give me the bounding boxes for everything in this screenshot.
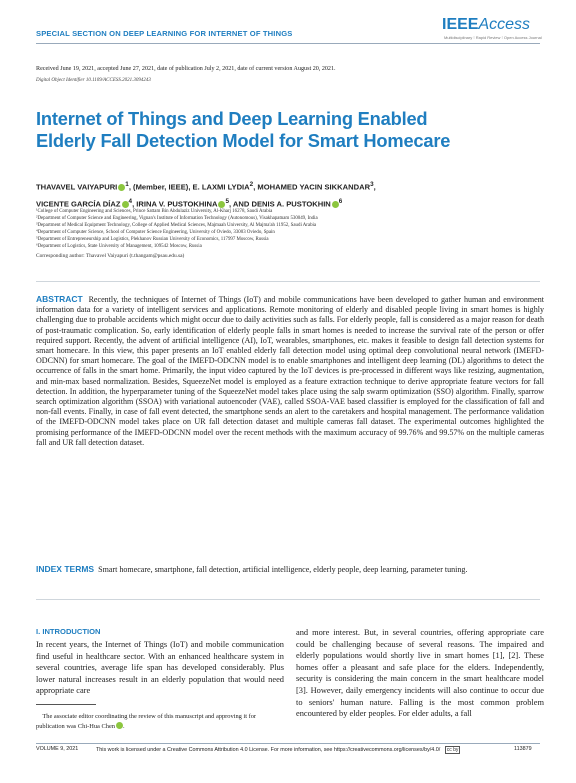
orcid-icon[interactable] xyxy=(116,722,123,729)
logo-main: IEEE xyxy=(442,16,479,33)
author-name: , IRINA V. PUSTOKHINA xyxy=(132,199,218,209)
author-name: , MOHAMED YACIN SIKKANDAR xyxy=(253,182,371,192)
author-name: VICENTE GARCÍA DÍAZ xyxy=(36,199,121,209)
index-terms xyxy=(36,564,544,575)
author-sup: 3 xyxy=(370,181,374,188)
abstract xyxy=(36,294,544,448)
affiliation-3: ³Department of Medical Equipment Technology, College of Applied Medical Sciences, Majmaah University, Al Majma'ah 11952, Saudi Arabia xyxy=(36,223,317,228)
volume: VOLUME 9, 2021 xyxy=(36,746,79,752)
cc-license-icon[interactable]: cc by xyxy=(446,747,459,753)
abstract-rule-bottom xyxy=(36,599,540,600)
title-line-2: Elderly Fall Detection Model for Smart Homecare xyxy=(36,130,451,151)
logo-tagline: Multidisciplinary ⁝ Rapid Review ⁝ Open Access Journal xyxy=(444,35,542,40)
abstract-label: ABSTRACT xyxy=(36,294,83,304)
page-number: 113879 xyxy=(514,746,532,752)
author-name: , AND DENIS A. PUSTOKHIN xyxy=(228,199,331,209)
author-sup: 1 xyxy=(125,181,129,188)
doi[interactable]: Digital Object Identifier 10.1109/ACCESS.2021.3094243 xyxy=(36,78,151,83)
author-sup: 5 xyxy=(225,198,229,206)
author-name: , (Member, IEEE), E. LAXMI LYDIA xyxy=(128,182,250,192)
header-rule xyxy=(36,43,540,44)
author-line-1: THAVAVEL VAIYAPURI $^1$, (Member, IEEE), E. LAXMI LYDIA$^2$, MOHAMED YACIN SIKKANDAR$^3$, xyxy=(36,181,376,192)
license-statement[interactable]: This work is licensed under a Creative Commons Attribution 4.0 License. For more information, see https://creativecommons.org/licenses/by/4.0/ xyxy=(96,747,441,753)
intro-heading: I. INTRODUCTION xyxy=(36,627,101,636)
received-dates: Received June 19, 2021, accepted June 27, 2021, date of publication July 2, 2021, date of current version August 20, 2021. xyxy=(36,66,336,72)
author-sup: 6 xyxy=(338,198,343,206)
author-name: THAVAVEL VAIYAPURI xyxy=(36,182,118,192)
affiliation-4: ⁴Department of Computer Science, School of Computer Science Engineering, University of Oviedo, 33003 Oviedo, Spain xyxy=(36,230,275,235)
footnote-text: The associate editor coordinating the review of this manuscript and approving it for publication was Chi-Hua Chen xyxy=(36,713,257,730)
footnote: The associate editor coordinating the review of this manuscript and approving it for publication was Chi-Hua Chen . xyxy=(36,713,257,730)
intro-left-column: In recent years, the Internet of Things (IoT) and mobile communication find useful in healthcare sector. With an enhanced healthcare system in several countries, average life span has developed considerably. Plus lower natural increases result in an elderly population that would need appropriate care xyxy=(36,640,284,696)
journal-logo xyxy=(442,16,530,34)
license-text xyxy=(96,746,460,754)
paper-title xyxy=(36,108,540,152)
special-section-label: SPECIAL SECTION ON DEEP LEARNING FOR INTERNET OF THINGS xyxy=(36,29,293,38)
abstract-text: Recently, the techniques of Internet of Things (IoT) and mobile communications have been developed to gather human and environment information data for a variety of intelligent services and applications. Remote monitoring of elderly and disabled people living in smart homes is highly challenging due to probable accidents which might occur due to daily activities such as falls. For elderly people, fall is considered as a major reason for death of post-traumatic complication. So, early identification of elderly people falls in smart homes is needed to increase the survival rate of the person or offer required support. Recently, the advent of artificial intelligence (AI), IoT, wearables, smartphones, etc. makes it feasible to design fall detection systems for smart homecare. In this view, this paper presents an IoT enabled elderly fall detection model using optimal deep convolutional neural network (IMEFD-ODCNN) for smart homecare. The goal of the IMEFD-ODCNN model is to enable smartphones and intelligent deep learning (DL) algorithms to detect the occurrence of falls in the smart home. Primarily, the input video captured by the IoT devices is pre-processed in different ways like resizing, augmentation, and min-max based normalization. Besides, SqueezeNet model is employed as a feature extraction technique to derive appropriate feature vectors for fall detection. In addition, the hyperparameter tuning of the SqueezeNet model takes place using the salp swarm optimization (SSO) algorithm. Finally, sparrow search optimization algorithm (SSOA) with variational autoencoder (VAE), called SSOA-VAE based classifier is employed for the classification of fall and non-fall events. Finally, in case of fall event detected, the smartphone sends an alert to the caretakers and hospital management. The performance validation of the IMEFD-ODCNN model takes place on UR fall detection dataset and multiple cameras fall dataset. The experimental outcomes highlighted the promising performance of the IMEFD-ODCNN model over the recent methods with the maximum accuracy of 99.76% and 99.57% on the multiple cameras fall and UR fall detection dataset. xyxy=(36,295,544,447)
logo-italic: Access xyxy=(478,16,531,33)
author-list xyxy=(36,178,546,212)
affiliation-6: ⁶Department of Logistics, State University of Management, 109542 Moscow, Russia xyxy=(36,244,202,249)
footnote-rule xyxy=(36,704,96,705)
author-sup: 2 xyxy=(249,181,254,188)
corresponding-author: Corresponding author: Thavavel Vaiyapuri (t.thangam@psau.edu.sa) xyxy=(36,253,185,259)
author-sup: 4 xyxy=(128,198,133,206)
abstract-rule-top xyxy=(36,281,540,282)
orcid-icon[interactable] xyxy=(332,201,339,208)
title-line-1: Internet of Things and Deep Learning Enabled xyxy=(36,108,428,129)
index-terms-label: INDEX TERMS xyxy=(36,564,95,574)
index-terms-text: Smart homecare, smartphone, fall detection, artificial intelligence, elderly people, deep learning, parameter tuning. xyxy=(98,565,468,574)
affiliation-2: ²Department of Computer Science and Engineering, Vignan's Institute of Information Technology (Autonomous), Visakhapatnam 530049, India xyxy=(36,216,318,221)
affiliation-5: ⁵Department of Entrepreneurship and Logistics, Plekhanov Russian University of Economics, 117997 Moscow, Russia xyxy=(36,237,269,242)
affiliation-1: ¹College of Computer Engineering and Sciences, Prince Sattam Bin Abdulaziz University, Al-Kharj 16278, Saudi Arabia xyxy=(36,209,273,214)
orcid-icon[interactable] xyxy=(122,201,129,208)
footer-rule xyxy=(36,743,540,744)
intro-right-column: and more interest. But, in several countries, offering appropriate care could be challenging because of several reasons. The impaired and elderly populations would shortly live in smart homes [1], [2]. These homes offer a pleasant and safe place for the elders. Independently, security is considering the main concern in the smart healthcare model [3]. However, daily emergency incidents will also continue to occur due to seniors' human nature. Falling is the most common problem encountered by elder peoples. For elder adults, a fall xyxy=(296,628,544,719)
